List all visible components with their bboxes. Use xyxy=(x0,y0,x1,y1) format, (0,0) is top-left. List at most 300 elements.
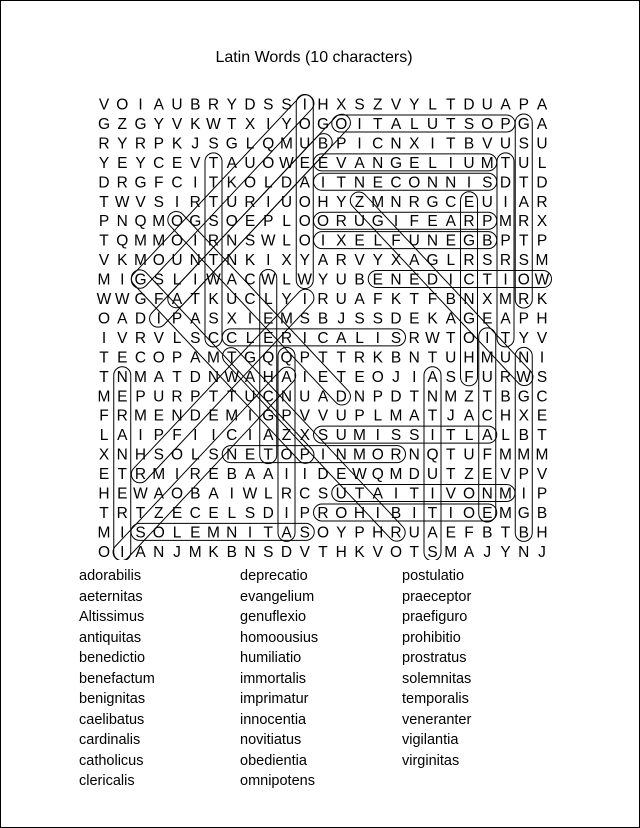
grid-letter[interactable]: M xyxy=(207,349,220,367)
grid-letter[interactable]: M xyxy=(499,213,512,231)
grid-letter[interactable]: P xyxy=(299,504,310,522)
grid-letter[interactable]: C xyxy=(317,329,329,347)
grid-letter[interactable]: N xyxy=(463,291,475,308)
grid-letter[interactable]: S xyxy=(299,310,310,328)
grid-letter[interactable]: R xyxy=(317,291,329,308)
grid-letter[interactable]: Z xyxy=(373,96,383,114)
grid-letter[interactable]: T xyxy=(336,349,346,367)
grid-letter[interactable]: E xyxy=(208,466,219,484)
grid-letter[interactable]: C xyxy=(171,174,183,192)
grid-letter[interactable]: W xyxy=(425,329,440,347)
grid-letter[interactable]: D xyxy=(134,310,147,328)
grid-letter[interactable]: P xyxy=(518,466,529,484)
grid-letter[interactable]: R xyxy=(335,213,347,231)
grid-letter[interactable]: H xyxy=(353,504,366,522)
grid-letter[interactable]: W xyxy=(206,115,221,133)
grid-letter[interactable]: E xyxy=(171,504,183,522)
grid-letter[interactable]: I xyxy=(174,193,180,211)
grid-letter[interactable]: D xyxy=(335,388,347,406)
grid-letter[interactable]: L xyxy=(99,427,109,445)
grid-letter[interactable]: U xyxy=(153,388,165,406)
grid-letter[interactable]: D xyxy=(280,543,293,560)
grid-letter[interactable]: O xyxy=(170,232,184,250)
grid-letter[interactable]: U xyxy=(426,115,439,133)
grid-letter[interactable]: T xyxy=(482,271,492,289)
grid-letter[interactable]: T xyxy=(427,407,438,425)
grid-letter[interactable]: H xyxy=(372,524,384,542)
grid-letter[interactable]: T xyxy=(446,135,456,153)
grid-letter[interactable]: G xyxy=(97,115,111,133)
grid-letter[interactable]: L xyxy=(373,232,383,250)
grid-letter[interactable]: A xyxy=(244,466,256,484)
grid-letter[interactable]: I xyxy=(211,427,216,445)
grid-letter[interactable]: S xyxy=(153,446,164,464)
grid-letter[interactable]: L xyxy=(446,252,456,270)
grid-letter[interactable]: P xyxy=(354,407,365,425)
grid-letter[interactable]: I xyxy=(174,466,180,484)
grid-letter[interactable]: N xyxy=(280,388,293,406)
grid-letter[interactable]: S xyxy=(463,115,475,133)
grid-letter[interactable]: N xyxy=(226,446,238,464)
grid-letter[interactable]: G xyxy=(462,232,476,250)
grid-letter[interactable]: I xyxy=(284,466,289,484)
grid-letter[interactable]: Y xyxy=(518,329,529,347)
grid-letter[interactable]: R xyxy=(116,174,128,192)
grid-letter[interactable]: M xyxy=(480,154,494,172)
grid-letter[interactable]: Q xyxy=(280,349,293,367)
grid-letter[interactable]: I xyxy=(266,115,271,133)
grid-letter[interactable]: B xyxy=(354,271,365,289)
grid-letter[interactable]: U xyxy=(335,485,347,503)
grid-letter[interactable]: C xyxy=(463,271,475,289)
grid-letter[interactable]: G xyxy=(134,115,147,133)
grid-letter[interactable]: L xyxy=(172,524,182,542)
grid-letter[interactable]: I xyxy=(247,524,253,542)
grid-letter[interactable]: G xyxy=(243,349,257,367)
grid-letter[interactable]: T xyxy=(500,329,511,347)
grid-letter[interactable]: G xyxy=(426,252,439,270)
grid-letter[interactable]: R xyxy=(134,329,147,347)
grid-letter[interactable]: C xyxy=(390,174,402,192)
grid-letter[interactable]: R xyxy=(116,407,128,425)
grid-letter[interactable]: I xyxy=(138,427,143,445)
grid-letter[interactable]: M xyxy=(535,252,549,270)
grid-letter[interactable]: I xyxy=(375,329,380,347)
grid-letter[interactable]: K xyxy=(390,291,402,308)
grid-letter[interactable]: A xyxy=(171,291,183,308)
grid-letter[interactable]: T xyxy=(99,368,109,386)
grid-letter[interactable]: I xyxy=(138,96,143,114)
grid-letter[interactable]: B xyxy=(500,388,511,406)
grid-letter[interactable]: L xyxy=(263,485,273,503)
grid-letter[interactable]: T xyxy=(208,388,219,406)
grid-letter[interactable]: L xyxy=(428,96,437,114)
grid-letter[interactable]: N xyxy=(116,368,128,386)
grid-letter[interactable]: I xyxy=(430,485,435,503)
grid-letter[interactable]: E xyxy=(482,466,493,484)
grid-letter[interactable]: P xyxy=(171,349,183,367)
grid-letter[interactable]: E xyxy=(299,154,310,172)
grid-letter[interactable]: L xyxy=(190,446,200,464)
grid-letter[interactable]: I xyxy=(375,427,380,445)
grid-letter[interactable]: L xyxy=(282,271,291,289)
grid-letter[interactable]: C xyxy=(189,504,201,522)
grid-letter[interactable]: C xyxy=(299,485,311,503)
grid-letter[interactable]: E xyxy=(336,466,347,484)
grid-letter[interactable]: I xyxy=(320,232,326,250)
grid-letter[interactable]: E xyxy=(536,407,548,425)
grid-letter[interactable]: R xyxy=(499,252,512,270)
grid-letter[interactable]: N xyxy=(244,543,256,560)
grid-letter[interactable]: D xyxy=(408,466,420,484)
grid-letter[interactable]: N xyxy=(116,446,128,464)
grid-letter[interactable]: N xyxy=(445,174,457,192)
grid-letter[interactable]: I xyxy=(357,115,362,133)
grid-letter[interactable]: T xyxy=(227,349,237,367)
grid-letter[interactable]: H xyxy=(262,368,274,386)
grid-letter[interactable]: Y xyxy=(500,543,511,560)
grid-letter[interactable]: U xyxy=(408,524,420,542)
grid-letter[interactable]: T xyxy=(208,174,219,192)
grid-letter[interactable]: U xyxy=(536,135,548,153)
grid-letter[interactable]: W xyxy=(260,232,276,250)
grid-letter[interactable]: O xyxy=(335,115,348,133)
grid-letter[interactable]: R xyxy=(98,135,110,153)
grid-letter[interactable]: E xyxy=(317,368,329,386)
grid-letter[interactable]: M xyxy=(444,388,458,406)
grid-letter[interactable]: L xyxy=(227,504,237,522)
grid-letter[interactable]: T xyxy=(135,504,146,522)
grid-letter[interactable]: K xyxy=(117,252,128,270)
grid-letter[interactable]: L xyxy=(245,135,255,153)
grid-letter[interactable]: V xyxy=(336,154,347,172)
grid-letter[interactable]: M xyxy=(97,524,111,542)
grid-letter[interactable]: G xyxy=(426,193,439,211)
grid-letter[interactable]: Y xyxy=(336,193,347,211)
grid-letter[interactable]: U xyxy=(335,407,347,425)
grid-letter[interactable]: I xyxy=(412,504,417,522)
grid-letter[interactable]: I xyxy=(375,504,380,522)
grid-letter[interactable]: T xyxy=(263,446,273,464)
grid-letter[interactable]: T xyxy=(99,232,109,250)
grid-letter[interactable]: R xyxy=(353,349,366,367)
grid-letter[interactable]: S xyxy=(153,193,164,211)
grid-letter[interactable]: N xyxy=(408,349,420,367)
grid-letter[interactable]: O xyxy=(116,96,129,114)
grid-letter[interactable]: O xyxy=(280,446,293,464)
grid-letter[interactable]: G xyxy=(134,291,147,308)
grid-letter[interactable]: P xyxy=(500,232,511,250)
grid-letter[interactable]: I xyxy=(266,193,271,211)
grid-letter[interactable]: J xyxy=(392,368,400,386)
grid-letter[interactable]: T xyxy=(519,174,529,192)
grid-letter[interactable]: O xyxy=(316,524,330,542)
grid-letter[interactable]: V xyxy=(135,193,146,211)
grid-letter[interactable]: E xyxy=(117,154,128,172)
grid-letter[interactable]: O xyxy=(371,368,384,386)
grid-letter[interactable]: V xyxy=(390,96,402,114)
grid-letter[interactable]: R xyxy=(408,193,420,211)
grid-letter[interactable]: G xyxy=(225,135,238,153)
grid-letter[interactable]: M xyxy=(280,310,293,328)
grid-letter[interactable]: V xyxy=(98,96,110,114)
grid-letter[interactable]: P xyxy=(518,310,529,328)
grid-letter[interactable]: M xyxy=(353,446,366,464)
grid-letter[interactable]: N xyxy=(189,252,201,270)
grid-letter[interactable]: P xyxy=(171,310,183,328)
grid-letter[interactable]: U xyxy=(171,252,183,270)
grid-letter[interactable]: Y xyxy=(299,252,310,270)
grid-letter[interactable]: A xyxy=(153,368,164,386)
grid-letter[interactable]: M xyxy=(134,252,147,270)
grid-letter[interactable]: J xyxy=(173,543,181,560)
grid-letter[interactable]: T xyxy=(117,466,127,484)
grid-letter[interactable]: T xyxy=(409,485,419,503)
grid-letter[interactable]: N xyxy=(408,446,420,464)
grid-letter[interactable]: A xyxy=(190,310,201,328)
grid-letter[interactable]: I xyxy=(430,427,435,445)
grid-letter[interactable]: T xyxy=(190,291,200,308)
grid-letter[interactable]: U xyxy=(463,446,475,464)
grid-letter[interactable]: E xyxy=(153,407,164,425)
grid-letter[interactable]: K xyxy=(208,291,219,308)
grid-letter[interactable]: I xyxy=(229,485,234,503)
grid-letter[interactable]: I xyxy=(320,446,326,464)
grid-letter[interactable]: H xyxy=(317,96,329,114)
grid-letter[interactable]: A xyxy=(427,368,438,386)
grid-letter[interactable]: V xyxy=(153,329,164,347)
grid-letter[interactable]: M xyxy=(517,446,531,464)
grid-letter[interactable]: U xyxy=(353,213,366,231)
grid-letter[interactable]: I xyxy=(156,310,161,328)
grid-letter[interactable]: A xyxy=(244,368,256,386)
grid-letter[interactable]: I xyxy=(466,174,472,192)
grid-letter[interactable]: H xyxy=(98,485,110,503)
grid-letter[interactable]: M xyxy=(444,543,458,560)
grid-letter[interactable]: P xyxy=(135,388,146,406)
grid-letter[interactable]: N xyxy=(116,213,128,231)
grid-letter[interactable]: I xyxy=(284,504,289,522)
grid-letter[interactable]: O xyxy=(170,446,184,464)
grid-letter[interactable]: P xyxy=(536,485,548,503)
grid-letter[interactable]: A xyxy=(117,310,128,328)
grid-letter[interactable]: A xyxy=(263,427,274,445)
grid-letter[interactable]: O xyxy=(462,329,476,347)
grid-letter[interactable]: N xyxy=(390,135,402,153)
grid-letter[interactable]: W xyxy=(242,485,258,503)
grid-letter[interactable]: O xyxy=(170,213,184,231)
grid-letter[interactable]: Y xyxy=(281,115,292,133)
grid-letter[interactable]: K xyxy=(190,115,201,133)
grid-letter[interactable]: O xyxy=(316,213,330,231)
grid-letter[interactable]: G xyxy=(517,504,530,522)
grid-letter[interactable]: D xyxy=(280,174,293,192)
grid-letter[interactable]: O xyxy=(243,174,257,192)
grid-letter[interactable]: S xyxy=(409,427,420,445)
grid-letter[interactable]: A xyxy=(445,310,456,328)
grid-letter[interactable]: G xyxy=(462,310,476,328)
grid-letter[interactable]: T xyxy=(227,388,237,406)
grid-letter[interactable]: Q xyxy=(426,446,439,464)
grid-letter[interactable]: M xyxy=(152,466,166,484)
grid-letter[interactable]: R xyxy=(116,504,128,522)
grid-letter[interactable]: I xyxy=(521,485,526,503)
grid-letter[interactable]: S xyxy=(244,504,256,522)
grid-letter[interactable]: G xyxy=(262,407,275,425)
grid-letter[interactable]: S xyxy=(482,174,493,192)
grid-letter[interactable]: V xyxy=(536,466,548,484)
grid-letter[interactable]: C xyxy=(262,388,274,406)
grid-letter[interactable]: W xyxy=(534,271,550,289)
grid-letter[interactable]: G xyxy=(517,388,530,406)
grid-letter[interactable]: R xyxy=(408,329,420,347)
grid-letter[interactable]: R xyxy=(518,291,530,308)
grid-letter[interactable]: D xyxy=(536,174,548,192)
grid-letter[interactable]: I xyxy=(430,135,435,153)
grid-letter[interactable]: M xyxy=(152,232,166,250)
grid-letter[interactable]: X xyxy=(244,115,256,133)
grid-letter[interactable]: M xyxy=(535,446,549,464)
grid-letter[interactable]: W xyxy=(133,485,148,503)
grid-letter[interactable]: B xyxy=(190,96,201,114)
grid-letter[interactable]: A xyxy=(536,115,548,133)
grid-letter[interactable]: D xyxy=(98,174,110,192)
grid-letter[interactable]: V xyxy=(536,329,548,347)
grid-letter[interactable]: O xyxy=(152,524,165,542)
grid-letter[interactable]: R xyxy=(189,193,201,211)
grid-letter[interactable]: E xyxy=(409,154,420,172)
grid-letter[interactable]: E xyxy=(482,310,493,328)
grid-letter[interactable]: T xyxy=(318,543,328,560)
grid-letter[interactable]: T xyxy=(99,349,109,367)
grid-letter[interactable]: E xyxy=(98,466,110,484)
grid-letter[interactable]: S xyxy=(354,96,365,114)
grid-letter[interactable]: S xyxy=(263,543,274,560)
grid-letter[interactable]: U xyxy=(280,193,293,211)
grid-letter[interactable]: U xyxy=(481,96,493,114)
grid-letter[interactable]: N xyxy=(390,193,402,211)
grid-letter[interactable]: I xyxy=(393,213,399,231)
grid-letter[interactable]: W xyxy=(206,271,221,289)
grid-letter[interactable]: T xyxy=(208,154,219,172)
grid-letter[interactable]: T xyxy=(227,115,237,133)
grid-letter[interactable]: T xyxy=(208,252,219,270)
grid-letter[interactable]: Q xyxy=(371,466,384,484)
grid-letter[interactable]: A xyxy=(153,96,164,114)
grid-letter[interactable]: F xyxy=(464,524,474,542)
grid-letter[interactable]: A xyxy=(281,368,292,386)
grid-letter[interactable]: W xyxy=(114,193,130,211)
grid-letter[interactable]: D xyxy=(244,96,256,114)
grid-letter[interactable]: M xyxy=(225,407,239,425)
grid-letter[interactable]: O xyxy=(262,154,275,172)
grid-letter[interactable]: S xyxy=(518,135,529,153)
grid-letter[interactable]: T xyxy=(500,154,511,172)
grid-letter[interactable]: I xyxy=(101,329,107,347)
grid-letter[interactable]: Q xyxy=(262,349,275,367)
grid-letter[interactable]: R xyxy=(390,446,402,464)
grid-letter[interactable]: E xyxy=(263,329,274,347)
grid-letter[interactable]: Y xyxy=(409,96,420,114)
grid-letter[interactable]: U xyxy=(226,291,238,308)
grid-letter[interactable]: M xyxy=(97,271,111,289)
grid-letter[interactable]: I xyxy=(193,232,198,250)
grid-letter[interactable]: I xyxy=(485,329,490,347)
grid-letter[interactable]: P xyxy=(518,96,529,114)
grid-letter[interactable]: X xyxy=(482,291,493,308)
grid-letter[interactable]: A xyxy=(117,427,128,445)
grid-letter[interactable]: F xyxy=(99,407,109,425)
grid-letter[interactable]: P xyxy=(372,388,383,406)
grid-letter[interactable]: E xyxy=(244,213,256,231)
grid-letter[interactable]: Y xyxy=(281,291,292,308)
grid-letter[interactable]: T xyxy=(172,368,182,386)
grid-letter[interactable]: N xyxy=(153,543,165,560)
grid-letter[interactable]: D xyxy=(189,368,201,386)
grid-letter[interactable]: O xyxy=(389,543,403,560)
grid-letter[interactable]: I xyxy=(247,407,253,425)
grid-letter[interactable]: C xyxy=(153,154,165,172)
grid-letter[interactable]: L xyxy=(263,174,273,192)
grid-letter[interactable]: S xyxy=(208,135,219,153)
grid-letter[interactable]: L xyxy=(537,154,547,172)
grid-letter[interactable]: M xyxy=(207,524,220,542)
grid-letter[interactable]: I xyxy=(302,329,307,347)
grid-letter[interactable]: Z xyxy=(281,427,292,445)
grid-letter[interactable]: M xyxy=(280,135,293,153)
grid-letter[interactable]: Q xyxy=(262,135,275,153)
grid-letter[interactable]: O xyxy=(170,485,184,503)
grid-letter[interactable]: T xyxy=(409,291,419,308)
grid-letter[interactable]: H xyxy=(134,446,147,464)
grid-letter[interactable]: A xyxy=(317,252,329,270)
grid-letter[interactable]: H xyxy=(463,349,475,367)
grid-letter[interactable]: T xyxy=(446,96,456,114)
grid-letter[interactable]: I xyxy=(503,271,508,289)
grid-letter[interactable]: N xyxy=(390,271,402,289)
grid-letter[interactable]: Y xyxy=(372,252,383,270)
grid-letter[interactable]: Y xyxy=(135,154,146,172)
grid-letter[interactable]: A xyxy=(354,291,365,308)
grid-letter[interactable]: Y xyxy=(153,115,164,133)
grid-letter[interactable]: U xyxy=(244,154,256,172)
grid-letter[interactable]: P xyxy=(299,446,310,464)
grid-letter[interactable]: S xyxy=(390,427,402,445)
grid-letter[interactable]: F xyxy=(464,368,474,386)
grid-letter[interactable]: L xyxy=(373,407,383,425)
grid-letter[interactable]: M xyxy=(499,485,512,503)
grid-letter[interactable]: C xyxy=(244,291,256,308)
grid-letter[interactable]: P xyxy=(98,213,110,231)
grid-letter[interactable]: O xyxy=(298,115,311,133)
grid-letter[interactable]: A xyxy=(482,427,493,445)
grid-letter[interactable]: S xyxy=(482,252,493,270)
grid-letter[interactable]: V xyxy=(171,115,183,133)
grid-letter[interactable]: E xyxy=(354,232,365,250)
grid-letter[interactable]: M xyxy=(134,232,147,250)
grid-letter[interactable]: A xyxy=(427,524,438,542)
grid-letter[interactable]: F xyxy=(391,232,401,250)
grid-letter[interactable]: K xyxy=(244,252,256,270)
grid-letter[interactable]: U xyxy=(335,427,347,445)
grid-letter[interactable]: G xyxy=(371,213,384,231)
grid-letter[interactable]: I xyxy=(393,485,399,503)
grid-letter[interactable]: J xyxy=(191,135,200,153)
grid-letter[interactable]: B xyxy=(536,504,548,522)
grid-letter[interactable]: N xyxy=(518,349,530,367)
grid-letter[interactable]: A xyxy=(299,174,310,192)
grid-letter[interactable]: C xyxy=(481,407,493,425)
